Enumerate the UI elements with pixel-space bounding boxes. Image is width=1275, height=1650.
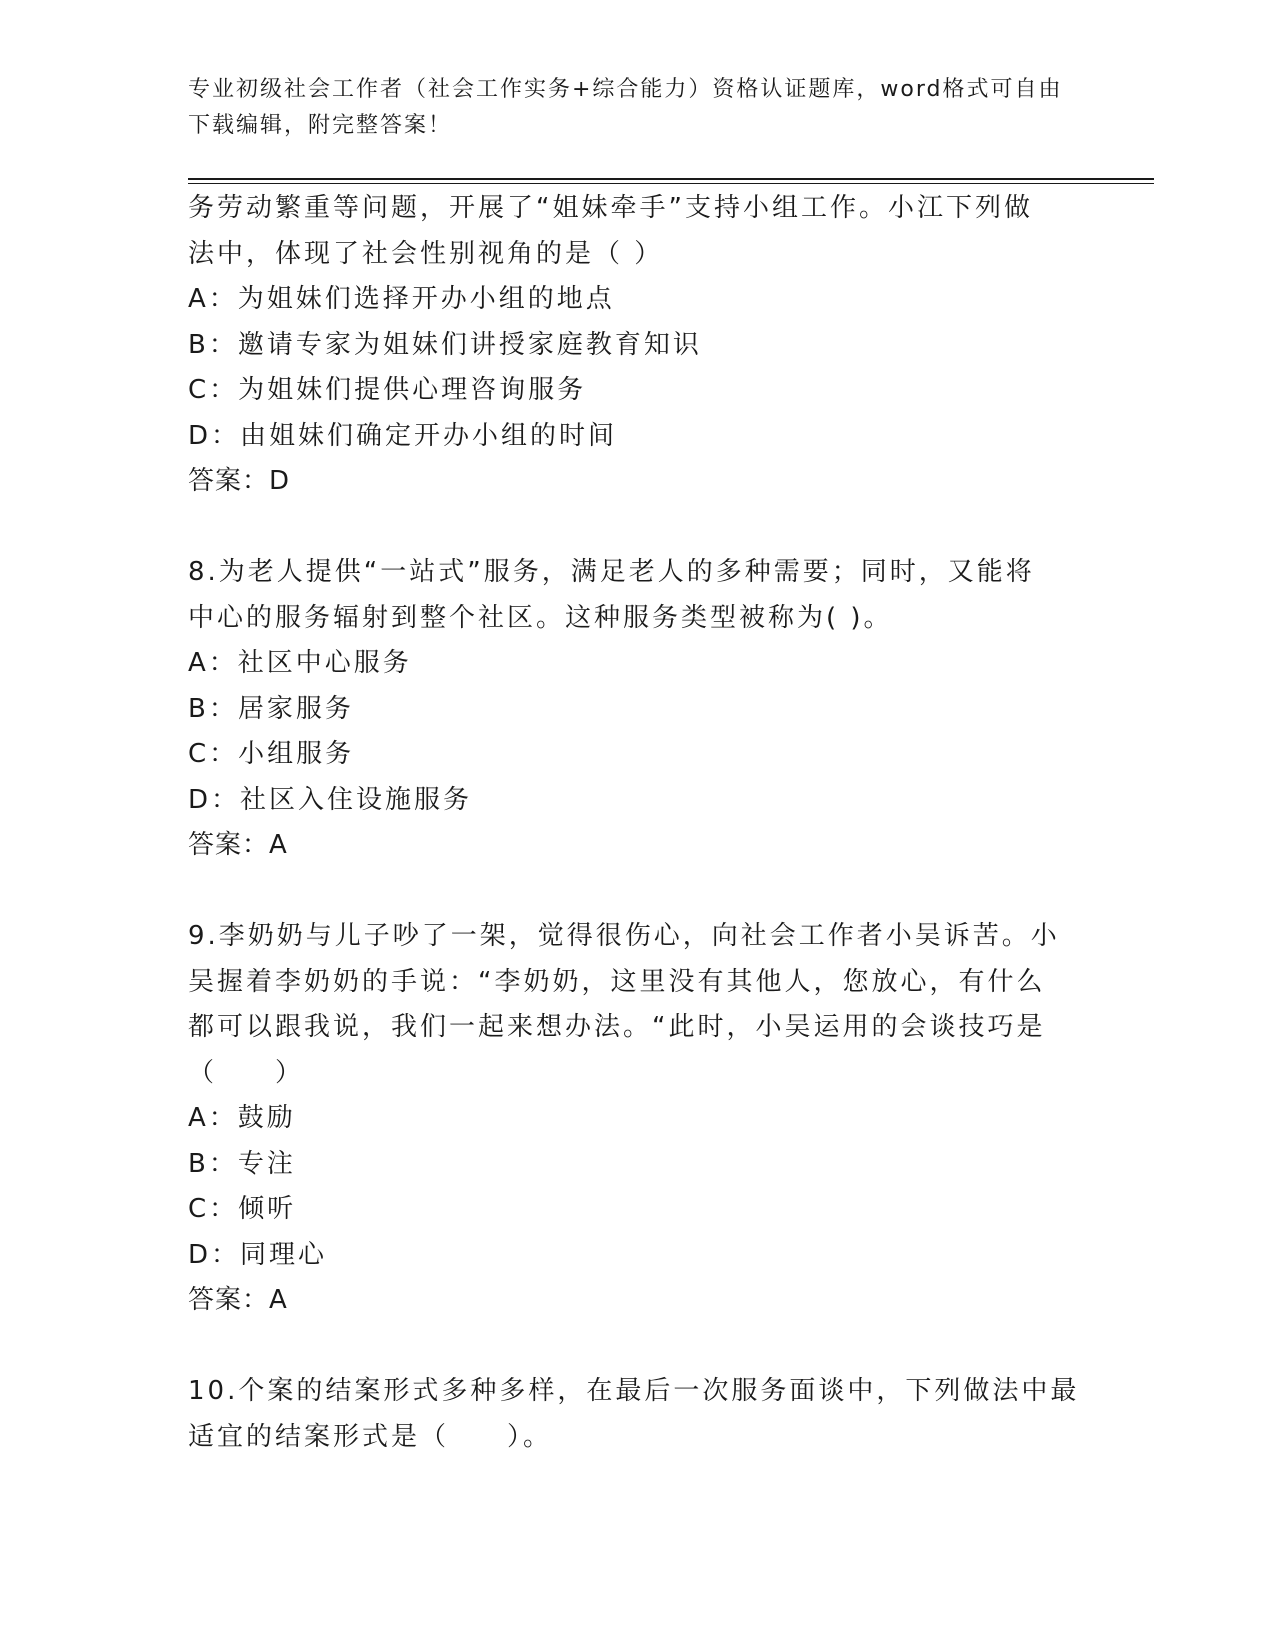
option-a: A：为姐妹们选择开办小组的地点 (188, 284, 615, 314)
question-stem-line: 中心的服务辐射到整个社区。这种服务类型被称为( )。 (188, 602, 893, 633)
option-a: A：鼓励 (188, 1103, 296, 1133)
question-stem-line: 务劳动繁重等问题，开展了“姐妹牵手”支持小组工作。小江下列做 (188, 193, 1033, 223)
question-8 (188, 550, 1088, 869)
question-stem-line: 都可以跟我说，我们一起来想办法。“此时，小吴运用的会谈技巧是 (188, 1012, 1046, 1042)
answer-label: 答案：D (188, 466, 291, 496)
option-d: D：社区入住设施服务 (188, 784, 473, 815)
option-b: B：专注 (188, 1148, 296, 1179)
header-line-2: 下载编辑，附完整答案！ (188, 113, 453, 138)
question-spacer (188, 869, 1088, 915)
option-c: C：为姐妹们提供心理咨询服务 (188, 375, 587, 405)
question-spacer (188, 1324, 1088, 1370)
question-stem-line: 10.个案的结案形式多种多样，在最后一次服务面谈中，下列做法中最 (188, 1376, 1080, 1406)
option-d: D：由姐妹们确定开办小组的时间 (188, 420, 618, 451)
header-line-1: 专业初级社会工作者（社会工作实务+综合能力）资格认证题库，word格式可自由 (188, 77, 1063, 102)
option-b: B：邀请专家为姐妹们讲授家庭教育知识 (188, 329, 702, 360)
question-stem-line: （ ） (188, 1057, 305, 1088)
option-d: D：同理心 (188, 1239, 328, 1270)
question-10 (188, 1369, 1088, 1460)
question-9 (188, 914, 1088, 1324)
question-stem-line: 适宜的结案形式是（ ）。 (188, 1421, 553, 1452)
question-list (188, 186, 1088, 1460)
answer-label: 答案：A (188, 1285, 288, 1315)
question-stem-line: 法中，体现了社会性别视角的是（ ） (188, 238, 664, 269)
question-stem-line: 8.为老人提供“一站式”服务，满足老人的多种需要；同时，又能将 (188, 557, 1035, 587)
question-stem-line: 9.李奶奶与儿子吵了一架，觉得很伤心，向社会工作者小吴诉苦。小 (188, 921, 1060, 951)
option-c: C：倾听 (188, 1194, 297, 1224)
answer-label: 答案：A (188, 830, 288, 860)
question-spacer (188, 505, 1088, 551)
option-b: B：居家服务 (188, 693, 354, 724)
question-stem-line: 吴握着李奶奶的手说：“李奶奶，这里没有其他人，您放心，有什么 (188, 966, 1046, 997)
header-divider-thin (188, 183, 1154, 184)
question-7 (188, 186, 1088, 505)
option-a: A：社区中心服务 (188, 648, 412, 678)
option-c: C：小组服务 (188, 739, 355, 769)
header-divider-thick (188, 178, 1154, 180)
page-header (188, 72, 1088, 144)
